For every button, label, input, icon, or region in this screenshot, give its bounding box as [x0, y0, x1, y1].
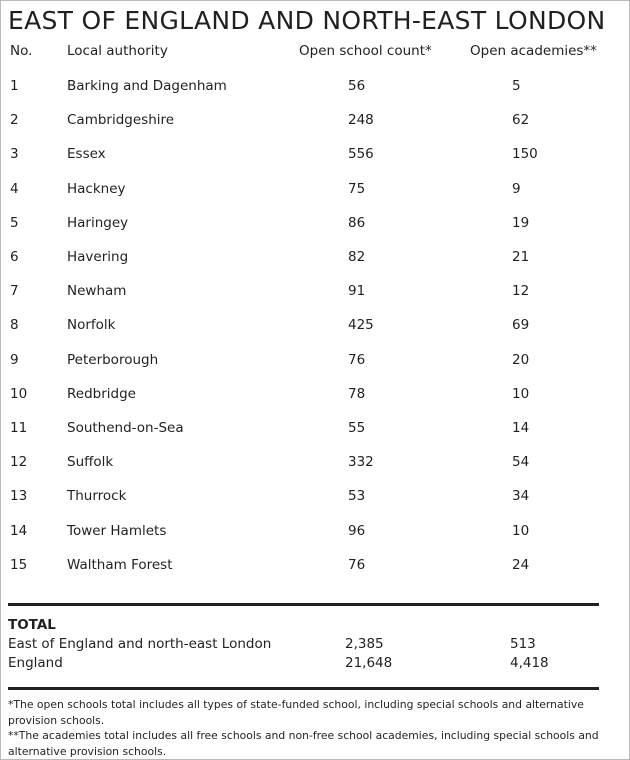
row-local-authority: Essex	[67, 146, 106, 163]
row-no: 3	[10, 146, 19, 163]
table-row	[0, 144, 630, 164]
row-open-school-count: 53	[348, 488, 366, 505]
row-open-academies: 14	[512, 420, 530, 436]
row-no: 2	[10, 112, 19, 129]
header-local-authority: Local authority	[67, 43, 168, 59]
row-open-academies: 20	[512, 351, 530, 368]
row-open-academies: 12	[512, 283, 530, 300]
total-divider	[8, 603, 599, 606]
row-open-academies: 54	[512, 454, 530, 471]
table-row	[0, 350, 630, 370]
row-no: 4	[10, 180, 19, 197]
table-row	[0, 521, 630, 541]
row-no: 14	[10, 522, 28, 539]
row-open-school-count: 75	[348, 180, 366, 197]
row-open-academies: 24	[512, 556, 530, 573]
row-local-authority: Suffolk	[67, 454, 114, 471]
table-row	[0, 213, 630, 233]
row-open-school-count: 55	[348, 420, 366, 436]
row-open-academies: 21	[512, 249, 530, 265]
header-open-school-count: Open school count*	[299, 43, 432, 59]
total-area: East of England and north-east London	[8, 636, 272, 652]
total-row	[0, 653, 630, 673]
table-row	[0, 179, 630, 199]
row-open-academies: 9	[512, 180, 521, 197]
row-open-academies: 10	[512, 522, 530, 539]
row-local-authority: Southend-on-Sea	[67, 420, 184, 436]
row-local-authority: Newham	[67, 283, 127, 300]
row-local-authority: Waltham Forest	[67, 556, 173, 573]
table-row	[0, 315, 630, 335]
row-open-school-count: 86	[348, 214, 366, 231]
total-label: TOTAL	[8, 617, 56, 633]
row-no: 6	[10, 249, 19, 265]
row-open-school-count: 56	[348, 78, 366, 94]
footnote-schools: *The open schools total includes all types of state-funded school, including special schools and alternative provision schools.	[8, 698, 584, 727]
header-open-academies: Open academies**	[470, 43, 597, 59]
table-row	[0, 384, 630, 404]
row-local-authority: Barking and Dagenham	[67, 78, 227, 94]
table-row	[0, 110, 630, 130]
row-open-school-count: 248	[348, 112, 374, 129]
row-no: 15	[10, 556, 28, 573]
row-no: 8	[10, 317, 19, 334]
footnote-divider	[8, 687, 599, 690]
table-row	[0, 486, 630, 506]
table-row	[0, 452, 630, 472]
row-open-academies: 150	[512, 146, 538, 163]
total-schools: 21,648	[345, 655, 393, 671]
footnote-academies: **The academies total includes all free schools and non-free school academies, including special schools and alternative provision schools.	[8, 729, 599, 758]
row-no: 5	[10, 214, 19, 231]
row-open-academies: 69	[512, 317, 530, 334]
row-local-authority: Peterborough	[67, 351, 159, 368]
row-no: 13	[10, 488, 28, 505]
row-open-school-count: 91	[348, 283, 366, 300]
total-academies: 4,418	[510, 655, 549, 671]
row-open-academies: 34	[512, 488, 530, 505]
row-local-authority: Norfolk	[67, 317, 116, 334]
row-no: 9	[10, 351, 19, 368]
row-open-school-count: 332	[348, 454, 374, 471]
footnotes	[8, 697, 608, 759]
row-open-school-count: 76	[348, 351, 366, 368]
row-no: 12	[10, 454, 28, 471]
table-row	[0, 555, 630, 575]
row-open-school-count: 76	[348, 556, 366, 573]
row-no: 10	[10, 385, 28, 402]
row-open-academies: 10	[512, 385, 530, 402]
row-local-authority: Thurrock	[67, 488, 127, 505]
row-open-academies: 62	[512, 112, 530, 129]
table-row	[0, 247, 630, 267]
row-open-school-count: 82	[348, 249, 366, 265]
row-open-school-count: 78	[348, 385, 366, 402]
row-open-school-count: 556	[348, 146, 374, 163]
row-open-academies: 19	[512, 214, 530, 231]
page-title: EAST OF ENGLAND AND NORTH-EAST LONDON	[8, 6, 606, 35]
row-local-authority: Hackney	[67, 180, 126, 197]
row-no: 11	[10, 420, 28, 436]
table-row	[0, 418, 630, 438]
total-schools: 2,385	[345, 636, 384, 652]
row-no: 7	[10, 283, 19, 300]
row-local-authority: Cambridgeshire	[67, 112, 175, 129]
row-local-authority: Haringey	[67, 214, 129, 231]
row-open-academies: 5	[512, 78, 521, 94]
total-academies: 513	[510, 636, 536, 652]
table-header	[0, 41, 630, 61]
header-no: No.	[10, 43, 33, 59]
table-row	[0, 281, 630, 301]
row-local-authority: Tower Hamlets	[67, 522, 167, 539]
row-no: 1	[10, 78, 19, 94]
table-row	[0, 76, 630, 96]
total-area: England	[8, 655, 63, 671]
total-row	[0, 634, 630, 654]
row-open-school-count: 96	[348, 522, 366, 539]
row-local-authority: Havering	[67, 249, 129, 265]
row-open-school-count: 425	[348, 317, 374, 334]
row-local-authority: Redbridge	[67, 385, 136, 402]
